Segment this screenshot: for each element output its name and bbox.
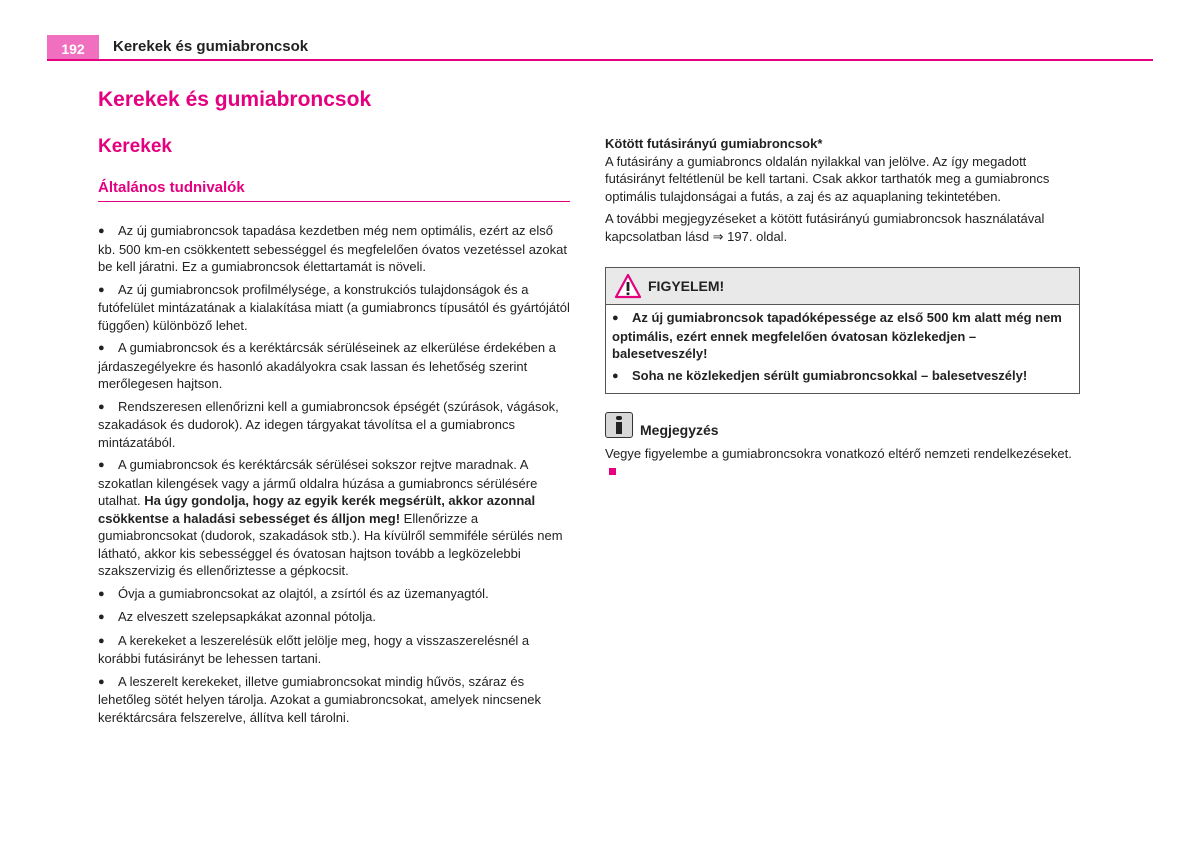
warning-item: ● Soha ne közlekedjen sérült gumiabroncsokkal – balesetveszély!	[612, 367, 1073, 386]
section-heading: Általános tudnivalók	[98, 178, 570, 202]
page-number: 192	[47, 35, 99, 61]
warning-box	[605, 267, 1080, 394]
warning-item: ● Az új gumiabroncsok tapadóképessége az első 500 km alatt még nem optimális, ezért ennek megfelelően óvatosan közlekedjen – balesetveszély!	[612, 310, 1062, 361]
note-section	[605, 412, 1080, 480]
end-mark-icon	[609, 468, 616, 475]
list-item: ● A kerekeket a leszerelésük előtt jelölje meg, hogy a visszaszerelésnél a korábbi futásirányt be lehessen tartani.	[98, 632, 530, 666]
list-item: ● Az új gumiabroncsok tapadása kezdetben még nem optimális, ezért az első kb. 500 km-en csökkentett sebességgel és megfelelően óvatos vezetéssel azokat be kell járatni. Ez a gumiabroncsok élettartamát is növeli.	[98, 223, 567, 274]
right-paragraph-1: A futásirány a gumiabroncs oldalán nyilakkal van jelölve. Az így megadott futásirányt feltétlenül be kell tartani. Csak akkor tarthatók meg a gumiabroncs optimális tulajdonságai a futás, a zaj és az aquaplaning tekintetében.	[605, 153, 1050, 204]
bullet-icon: ●	[98, 225, 105, 237]
bullet-icon: ●	[98, 675, 105, 688]
right-paragraph-2: A további megjegyzéseket a kötött futásirányú gumiabroncsok használatával kapcsolatban lásd ⇒ 197. oldal.	[605, 211, 1045, 244]
note-title: Megjegyzés	[640, 422, 719, 438]
warning-header	[606, 268, 1079, 305]
main-heading: Kerekek és gumiabroncsok	[98, 88, 372, 111]
list-item: ● A gumiabroncsok és a keréktárcsák sérüléseinek az elkerülése érdekében a járdaszegélyekre és hasonló akadályokra csak lassan és lehetőség szerint merőlegesen hajtson.	[98, 340, 556, 391]
warning-title: FIGYELEM!	[648, 278, 725, 294]
warning-triangle-icon	[614, 273, 642, 299]
bullet-icon: ●	[98, 283, 105, 296]
info-icon	[605, 412, 633, 438]
bullet-list	[98, 222, 570, 726]
bold-instruction: Ha úgy gondolja, hogy az egyik kerék megsérült, akkor azonnal csökkentse a haladási sebességet és álljon meg!	[98, 493, 536, 526]
list-item: ● Az elveszett szelepsapkákat azonnal pótolja.	[98, 608, 570, 627]
sub-heading: Kerekek	[98, 136, 172, 157]
bullet-icon: ●	[98, 400, 105, 413]
bullet-icon: ●	[612, 312, 619, 324]
bullet-icon: ●	[98, 611, 105, 623]
list-item: ● A leszerelt kerekeket, illetve gumiabroncsokat mindig hűvös, száraz és lehetőleg sötét helyen tárolja. Azokat a gumiabroncsokat, amelyek nincsenek keréktárcsára felszerelve, állítva kell tárolni.	[98, 673, 541, 725]
list-item: ● A gumiabroncsok és keréktárcsák sérülései sokszor rejtve maradnak. A szokatlan kilengések vagy a jármű oldalra húzása a gumiabroncs sérülésére utalhat. Ha úgy gondolja, hogy az egyik kerék megsérült, akkor azonnal csökkentse a haladási sebességet és álljon meg! Ellenőrizze a gumiabroncsokat (dudorok, szakadások stb.). Ha kívülről semmiféle sérülés nem látható, akkor kis sebességgel és óvatosan hajtson tovább a legközelebbi szakszervizig és ellenőriztesse a gépkocsit.	[98, 457, 563, 578]
page-header	[47, 35, 1153, 61]
warning-body	[606, 305, 1079, 393]
header-rule	[47, 59, 1153, 61]
header-title: Kerekek és gumiabroncsok	[113, 38, 309, 55]
bullet-icon: ●	[98, 342, 105, 354]
bullet-icon: ●	[98, 634, 105, 647]
list-item: ● Rendszeresen ellenőrizni kell a gumiabroncsok épségét (szúrások, vágások, szakadások és dudorok). Az idegen tárgyakat távolítsa el a gumiabroncs mintázatából.	[98, 398, 559, 450]
list-item: ● Óvja a gumiabroncsokat az olajtól, a zsírtól és az üzemanyagtól.	[98, 585, 570, 604]
right-heading: Kötött futásirányú gumiabroncsok*	[605, 136, 823, 151]
bullet-icon: ●	[612, 369, 619, 382]
bullet-icon: ●	[98, 587, 105, 600]
left-column	[98, 86, 570, 731]
list-item: ● Az új gumiabroncsok profilmélysége, a konstrukciós tulajdonságok és a futófelület mintázatának a kialakítása miatt (a gumiabroncs típusától és gyártójától függően) különböző lehet.	[98, 281, 570, 333]
note-text: Vegye figyelembe a gumiabroncsokra vonatkozó eltérő nemzeti rendelkezéseket.	[605, 445, 1080, 480]
bullet-icon: ●	[98, 459, 105, 471]
right-column	[605, 135, 1080, 485]
